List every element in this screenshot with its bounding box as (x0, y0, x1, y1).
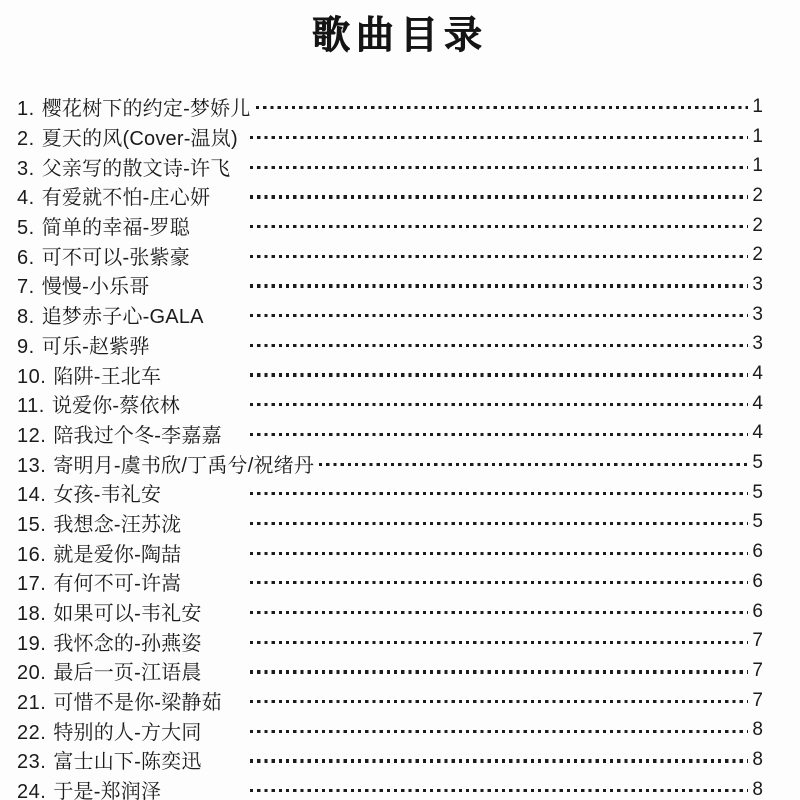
dot-leader (250, 433, 748, 436)
toc-entry-song (17, 597, 245, 626)
entry-page: 5 (752, 481, 763, 503)
entry-number: 18. (17, 603, 47, 626)
entry-number: 20. (17, 662, 47, 685)
entry-page: 1 (752, 155, 763, 177)
entry-number: 7. (17, 276, 35, 299)
toc-entry-song (17, 241, 245, 270)
toc-entry-song (17, 627, 245, 656)
entry-number: 15. (17, 513, 47, 536)
entry-page: 7 (752, 659, 763, 681)
entry-number: 11. (17, 395, 45, 418)
entry-number: 17. (17, 573, 47, 596)
entry-title: 说爱你-蔡依林 (51, 395, 180, 418)
toc-entry (17, 151, 763, 181)
toc-entry (17, 537, 763, 567)
entry-page: 1 (752, 125, 763, 147)
entry-number: 12. (17, 424, 47, 447)
toc-entry (17, 686, 763, 716)
toc-entry-song (17, 538, 245, 567)
dot-leader (250, 255, 748, 258)
toc-entry (17, 567, 763, 597)
entry-title: 我想念-汪苏泷 (53, 513, 182, 536)
dot-leader (250, 670, 748, 673)
dot-leader (250, 166, 748, 169)
toc-entry-song (17, 152, 245, 181)
toc-entry-song (17, 270, 245, 299)
toc-entry (17, 181, 763, 211)
toc-entry (17, 597, 763, 627)
toc-entry (17, 715, 763, 745)
toc-entry-song (17, 656, 245, 685)
entry-page: 8 (752, 719, 763, 741)
entry-number: 4. (17, 187, 35, 210)
toc-entry-song (17, 419, 245, 448)
entry-page: 6 (752, 541, 763, 563)
entry-page: 5 (752, 511, 763, 533)
dot-leader (250, 581, 748, 584)
dot-leader (250, 522, 748, 525)
entry-number: 14. (17, 484, 47, 507)
entry-title: 陪我过个冬-李嘉嘉 (53, 424, 222, 447)
entry-title: 于是-郑润泽 (53, 781, 162, 800)
entry-title: 简单的幸福-罗聪 (41, 217, 190, 240)
toc-entry-song (17, 478, 245, 507)
entry-title: 追梦赤子心-GALA (41, 306, 204, 329)
dot-leader (250, 641, 748, 644)
entry-page: 4 (752, 422, 763, 444)
entry-number: 21. (17, 692, 47, 715)
entry-title: 特别的人-方大同 (53, 721, 202, 744)
entry-number: 9. (17, 335, 35, 358)
toc-entry (17, 211, 763, 241)
dot-leader (250, 344, 748, 347)
entry-page: 3 (752, 303, 763, 325)
entry-number: 8. (17, 306, 35, 329)
toc-entry (17, 448, 763, 478)
entry-number: 13. (17, 454, 47, 477)
entry-title: 樱花树下的约定-梦娇儿 (41, 98, 251, 121)
entry-title: 就是爱你-陶喆 (53, 543, 182, 566)
entry-number: 6. (17, 246, 35, 269)
toc-entry (17, 419, 763, 449)
entry-page: 3 (752, 273, 763, 295)
entry-title: 慢慢-小乐哥 (41, 276, 150, 299)
toc-entry-song (17, 775, 245, 800)
entry-number: 16. (17, 543, 47, 566)
dot-leader (250, 284, 748, 287)
toc-entry-song (17, 686, 245, 715)
entry-page: 2 (752, 214, 763, 236)
entry-page: 7 (752, 630, 763, 652)
dot-leader (250, 403, 748, 406)
toc-entry (17, 270, 763, 300)
entry-title: 有何不可-许嵩 (53, 573, 182, 596)
entry-number: 10. (17, 365, 47, 388)
entry-title: 父亲写的散文诗-许飞 (41, 157, 231, 180)
entry-title: 夏天的风(Cover-温岚) (41, 128, 238, 151)
entry-title: 可乐-赵紫骅 (41, 335, 150, 358)
toc-entry-song (17, 567, 245, 596)
entry-page: 1 (752, 95, 763, 117)
entry-page: 6 (752, 570, 763, 592)
toc-entry (17, 389, 763, 419)
entry-page: 5 (752, 452, 763, 474)
entry-page: 7 (752, 689, 763, 711)
entry-page: 3 (752, 333, 763, 355)
toc-entry (17, 508, 763, 538)
toc-list (17, 92, 763, 800)
entry-title: 寄明月-虞书欣/丁禹兮/祝绪丹 (53, 454, 315, 477)
toc-entry-song (17, 716, 245, 745)
toc-entry-song (17, 211, 245, 240)
toc-entry (17, 775, 763, 800)
toc-entry-song (17, 508, 245, 537)
toc-entry-song (17, 389, 245, 418)
entry-page: 8 (752, 748, 763, 770)
entry-number: 1. (17, 98, 35, 121)
dot-leader (250, 759, 748, 762)
entry-title: 如果可以-韦礼安 (53, 603, 202, 626)
dot-leader (250, 552, 748, 555)
dot-leader (250, 492, 748, 495)
toc-entry (17, 300, 763, 330)
dot-leader (319, 463, 748, 466)
toc-entry-song (17, 92, 251, 121)
dot-leader (250, 789, 748, 792)
toc-entry (17, 122, 763, 152)
entry-title: 我怀念的-孙燕姿 (53, 632, 202, 655)
toc-entry-song (17, 449, 314, 478)
entry-title: 陷阱-王北车 (53, 365, 162, 388)
dot-leader (250, 373, 748, 376)
entry-number: 3. (17, 157, 35, 180)
dot-leader (250, 136, 748, 139)
dot-leader (250, 225, 748, 228)
entry-number: 23. (17, 751, 47, 774)
dot-leader (250, 730, 748, 733)
toc-entry (17, 330, 763, 360)
toc-entry-song (17, 300, 245, 329)
toc-entry (17, 478, 763, 508)
entry-page: 2 (752, 244, 763, 266)
entry-title: 有爱就不怕-庄心妍 (41, 187, 211, 210)
entry-page: 8 (752, 778, 763, 800)
entry-page: 6 (752, 600, 763, 622)
dot-leader (256, 106, 748, 109)
dot-leader (250, 314, 748, 317)
toc-entry-song (17, 360, 245, 389)
entry-title: 可不可以-张紫豪 (41, 246, 190, 269)
toc-entry (17, 359, 763, 389)
entry-title: 可惜不是你-梁静茹 (53, 692, 222, 715)
entry-title: 富士山下-陈奕迅 (53, 751, 202, 774)
toc-entry (17, 240, 763, 270)
entry-title: 最后一页-江语晨 (53, 662, 202, 685)
toc-entry-song (17, 745, 245, 774)
toc-entry (17, 656, 763, 686)
entry-number: 24. (17, 781, 47, 800)
entry-title: 女孩-韦礼安 (53, 484, 162, 507)
toc-entry (17, 745, 763, 775)
entry-page: 4 (752, 363, 763, 385)
dot-leader (250, 195, 748, 198)
entry-page: 2 (752, 184, 763, 206)
toc-entry-song (17, 181, 245, 210)
toc-entry-song (17, 330, 245, 359)
entry-page: 4 (752, 392, 763, 414)
toc-entry (17, 92, 763, 122)
toc-entry-song (17, 122, 245, 151)
entry-number: 22. (17, 721, 47, 744)
entry-number: 2. (17, 128, 35, 151)
page-title: 歌曲目录 (311, 15, 488, 57)
entry-number: 19. (17, 632, 47, 655)
entry-number: 5. (17, 217, 35, 240)
dot-leader (250, 700, 748, 703)
dot-leader (250, 611, 748, 614)
toc-entry (17, 626, 763, 656)
